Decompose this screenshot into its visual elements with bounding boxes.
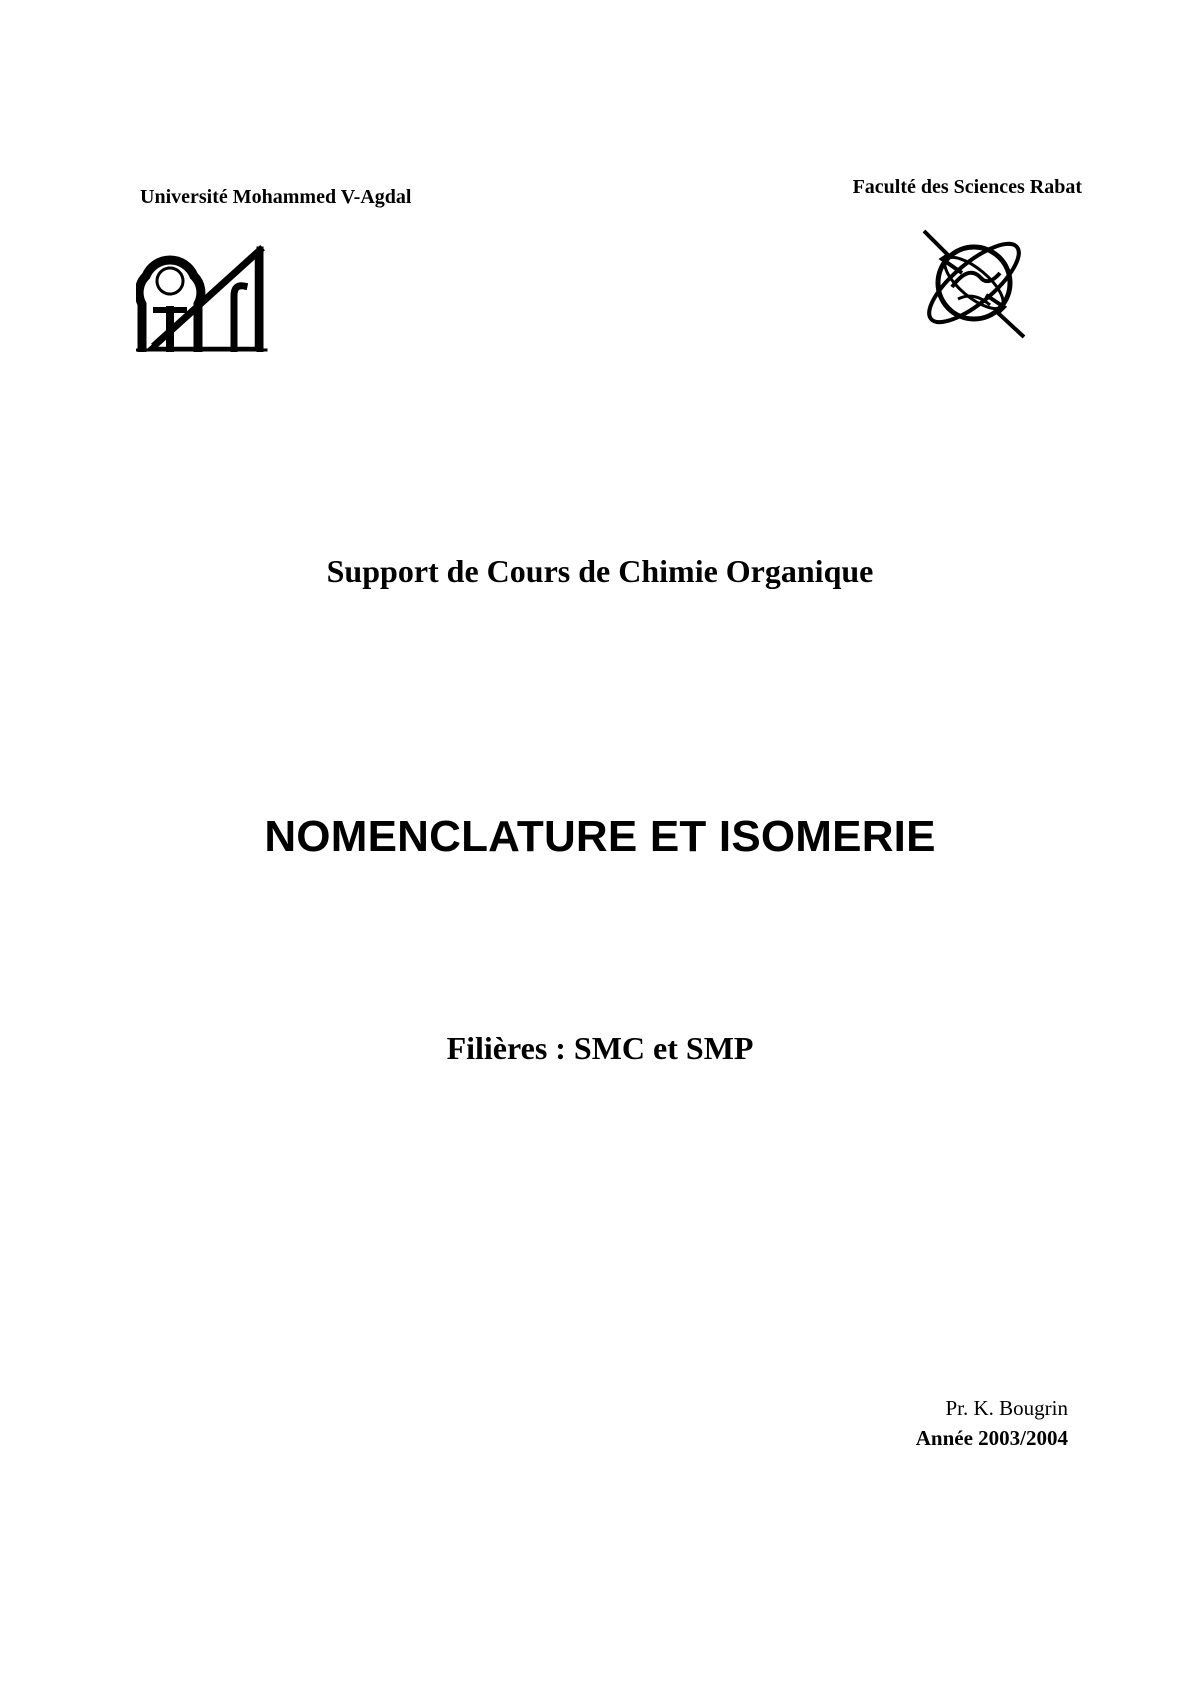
author-name: Pr. K. Bougrin (945, 1396, 1068, 1420)
course-subtitle: Support de Cours de Chimie Organique (326, 553, 874, 589)
academic-year: Année 2003/2004 (915, 1426, 1068, 1450)
university-name: Université Mohammed V-Agdal (140, 186, 412, 208)
programs-line: Filières : SMC et SMP (446, 1030, 754, 1066)
university-emblem-icon (136, 244, 276, 352)
document-title: NOMENCLATURE ET ISOMERIE (264, 812, 936, 861)
faculty-emblem-icon (918, 225, 1030, 340)
faculty-name: Faculté des Sciences Rabat (852, 176, 1082, 198)
